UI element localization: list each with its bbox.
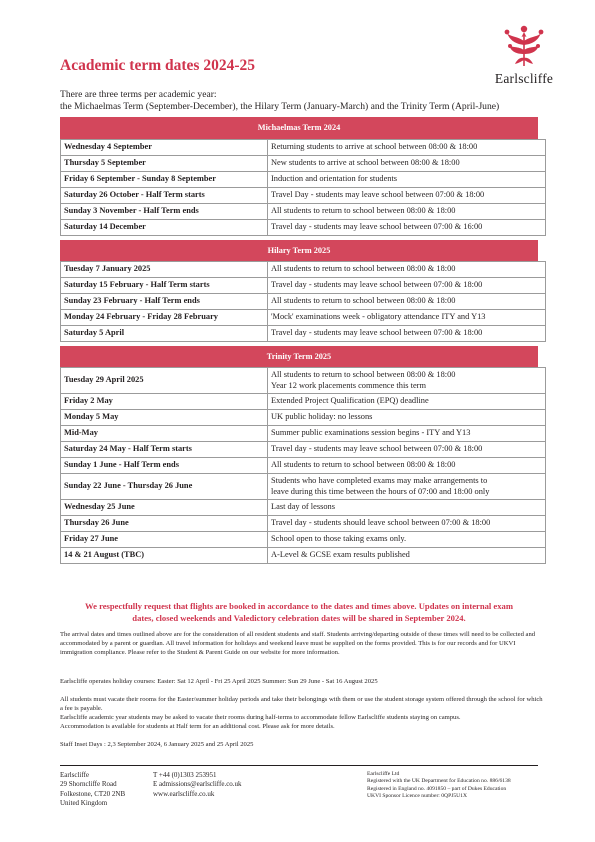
detail-cell: School open to those taking exams only. — [268, 532, 546, 548]
date-cell: Mid-May — [61, 426, 268, 442]
trinity-table — [60, 367, 546, 564]
table-row — [61, 548, 546, 564]
table-row — [61, 156, 546, 172]
half-term-note: Earlscliffe academic year students may be asked to vacate their rooms during half-terms to accommodate fellow Earlscliffe students staying on campus. — [60, 714, 461, 721]
detail-line: leave during this time between the hours of 07:00 and 18:00 only — [271, 486, 490, 496]
date-cell: Sunday 23 February - Half Term ends — [61, 294, 268, 310]
table-row — [61, 474, 546, 500]
detail-cell: Travel day - students may leave school between 07:00 & 16:00 — [268, 220, 546, 236]
intro-text — [60, 89, 499, 113]
footer-address-line: Folkestone, CT20 2NB — [60, 789, 126, 798]
date-cell: Monday 24 February - Friday 28 February — [61, 310, 268, 326]
footer-address-line: United Kingdom — [60, 799, 108, 808]
arrival-note: The arrival dates and times outlined above are for the consideration of all resident students and staff. Students arriving/departing outside of these times will need to be collected and accommodated by a parent or guardian. All travel information for holidays and weekend leave must be supplied on the forms provided. This is for our records and for UKVI immigration compliance. Please refer to the Student & Parent Guide on our website for more information. — [60, 631, 536, 656]
detail-cell: 'Mock' examinations week - obligatory attendance ITY and Y13 — [268, 310, 546, 326]
table-row — [61, 278, 546, 294]
detail-cell: Travel day - students should leave school between 07:00 & 18:00 — [268, 516, 546, 532]
detail-cell: New students to arrive at school between 08:00 & 18:00 — [268, 156, 546, 172]
table-row — [61, 262, 546, 278]
page-title: Academic term dates 2024-25 — [60, 57, 255, 74]
michaelmas-header: Michaelmas Term 2024 — [60, 117, 538, 139]
date-cell: Wednesday 25 June — [61, 500, 268, 516]
detail-cell: Last day of lessons — [268, 500, 546, 516]
table-row — [61, 458, 546, 474]
detail-cell: Induction and orientation for students — [268, 172, 546, 188]
table-row — [61, 326, 546, 342]
detail-cell: Returning students to arrive at school between 08:00 & 18:00 — [268, 140, 546, 156]
hilary-header: Hilary Term 2025 — [60, 240, 538, 261]
table-row — [61, 368, 546, 394]
footer-email-link[interactable]: E admissions@earlscliffe.co.uk — [153, 780, 242, 789]
footer-address-line: 29 Shorncliffe Road — [60, 780, 117, 789]
inset-days-note: Staff Inset Days : 2,3 September 2024, 6 January 2025 and 25 April 2025 — [60, 741, 254, 748]
footer-legal-line: Registered in England no. 4091850 – part of Dukes Education — [367, 785, 507, 792]
detail-cell: Travel day - students may leave school between 07:00 & 18:00 — [268, 442, 546, 458]
table-row — [61, 516, 546, 532]
date-cell: Friday 27 June — [61, 532, 268, 548]
table-row — [61, 500, 546, 516]
date-cell: Wednesday 4 September — [61, 140, 268, 156]
detail-cell — [268, 474, 546, 500]
footer-legal-line: Earlscliffe Ltd — [367, 771, 400, 777]
trinity-header: Trinity Term 2025 — [60, 346, 538, 367]
date-cell: Tuesday 7 January 2025 — [61, 262, 268, 278]
detail-cell: Travel day - students may leave school between 07:00 & 18:00 — [268, 278, 546, 294]
footer-divider — [60, 765, 538, 766]
detail-cell: All students to return to school between 08:00 & 18:00 — [268, 458, 546, 474]
detail-cell: All students to return to school between 08:00 & 18:00 — [268, 294, 546, 310]
date-cell: Saturday 5 April — [61, 326, 268, 342]
table-row — [61, 188, 546, 204]
footer-contact — [153, 771, 242, 799]
table-row — [61, 204, 546, 220]
date-cell: Tuesday 29 April 2025 — [61, 368, 268, 394]
date-cell: Monday 5 May — [61, 410, 268, 426]
brand-name: Earlscliffe — [494, 71, 554, 86]
table-row — [61, 394, 546, 410]
earlscliffe-logo — [474, 24, 574, 87]
term-tables — [60, 117, 538, 564]
detail-cell: All students to return to school between 08:00 & 18:00 — [268, 204, 546, 220]
detail-line: Students who have completed exams may make arrangements to — [271, 476, 488, 485]
date-cell: Saturday 14 December — [61, 220, 268, 236]
date-cell: Sunday 1 June - Half Term ends — [61, 458, 268, 474]
flight-notice — [60, 600, 538, 624]
hilary-table — [60, 261, 546, 342]
date-cell: Saturday 15 February - Half Term starts — [61, 278, 268, 294]
table-row — [61, 442, 546, 458]
table-row — [61, 532, 546, 548]
date-cell: Sunday 3 November - Half Term ends — [61, 204, 268, 220]
detail-cell: Extended Project Qualification (EPQ) deadline — [268, 394, 546, 410]
footer-address-line: Earlscliffe — [60, 771, 90, 779]
date-cell: Friday 6 September - Sunday 8 September — [61, 172, 268, 188]
date-cell: Thursday 5 September — [61, 156, 268, 172]
detail-cell: All students to return to school between 08:00 & 18:00 — [268, 262, 546, 278]
date-cell: 14 & 21 August (TBC) — [61, 548, 268, 564]
table-row — [61, 294, 546, 310]
date-cell: Saturday 24 May - Half Term starts — [61, 442, 268, 458]
table-row — [61, 426, 546, 442]
detail-cell — [268, 368, 546, 394]
detail-line: Year 12 work placements commence this term — [271, 380, 426, 390]
footer-website-link[interactable]: www.earlscliffe.co.uk — [153, 789, 215, 798]
footer-legal-line: UKVI Sponsor Licence number: 0QPJ5U1X — [367, 792, 468, 799]
accommodation-note: Accommodation is available for students at Half term for an additional cost. Please ask for more details. — [60, 723, 335, 730]
detail-cell: Travel Day - students may leave school between 07:00 & 18:00 — [268, 188, 546, 204]
detail-cell: Travel day - students may leave school between 07:00 & 18:00 — [268, 326, 546, 342]
holiday-courses-note: Earlscliffe operates holiday courses: Easter: Sat 12 April - Fri 25 April 2025 Summer: Sun 29 June - Sat 16 August 2025 — [60, 678, 378, 685]
date-cell: Saturday 26 October - Half Term starts — [61, 188, 268, 204]
intro-line-2: the Michaelmas Term (September-December), the Hilary Term (January-March) and the Trinity Term (April-June) — [60, 101, 500, 112]
table-row — [61, 140, 546, 156]
footer-legal-line: Registered with the UK Department for Education no. 886/6138 — [367, 778, 511, 785]
intro-line-1: There are three terms per academic year: — [60, 89, 217, 100]
table-row — [61, 220, 546, 236]
footer-legal — [367, 771, 511, 800]
michaelmas-table — [60, 139, 546, 236]
detail-line: All students to return to school between 08:00 & 18:00 — [271, 370, 456, 379]
detail-cell: Summer public examinations session begins - ITY and Y13 — [268, 426, 546, 442]
table-row — [61, 172, 546, 188]
detail-cell: A-Level & GCSE exam results published — [268, 548, 546, 564]
date-cell: Sunday 22 June - Thursday 26 June — [61, 474, 268, 500]
notice-line-1: We respectfully request that flights are booked in accordance to the dates and times above. Updates on internal exam — [85, 601, 513, 611]
crest-flower-icon — [502, 24, 546, 70]
detail-cell: UK public holiday: no lessons — [268, 410, 546, 426]
vacate-note: All students must vacate their rooms for the Easter/summer holiday periods and take their belongings with them or use the student storage system offered through the school for which a fee is payable. — [60, 696, 543, 712]
notice-line-2: dates, closed weekends and Valedictory celebration dates will be shared in September 2024. — [132, 613, 466, 623]
table-row — [61, 310, 546, 326]
footer-address — [60, 771, 125, 809]
date-cell: Friday 2 May — [61, 394, 268, 410]
table-row — [61, 410, 546, 426]
footer-phone: T +44 (0)1303 253951 — [153, 771, 217, 779]
date-cell: Thursday 26 June — [61, 516, 268, 532]
